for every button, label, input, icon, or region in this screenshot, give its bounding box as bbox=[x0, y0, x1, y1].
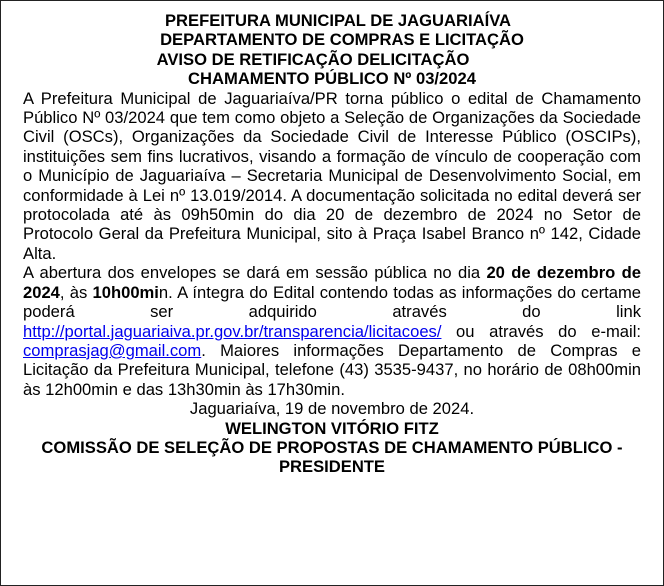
header-line-4: CHAMAMENTO PÚBLICO Nº 03/2024 bbox=[188, 69, 476, 89]
p2-date: 20 de dezembro de 2024 bbox=[23, 263, 641, 302]
p2-time: 10h00mi bbox=[92, 282, 159, 302]
signer-name: WELINGTON VITÓRIO FITZ bbox=[225, 418, 439, 438]
signer-role: COMISSÃO DE SELEÇÃO DE PROPOSTAS DE CHAMAMENTO PÚBLICO - PRESIDENTE bbox=[41, 437, 623, 477]
paragraph-1: A Prefeitura Municipal de Jaguariaíva/PR torna público o edital de Chamamento Público Nº 03/2024 que tem como objeto a Seleção de Organizações da Sociedade Civil (OSCs), Organizações da Sociedade Civil de Interesse Público (OSCIPs), instituições sem fins lucrativos, visando a formação de vínculo de cooperação com o Município de Jaguariaíva – Secretaria Municipal de Desenvolvimento Social, em conformidade à Lei nº 13.019/2014. A documentação solicitada no edital deverá ser protocolada até às 09h50min do dia 20 de dezembro de 2024 no Setor de Protocolo Geral da Prefeitura Municipal, sito à Praça Isabel Branco nº 142, Cidade Alta. bbox=[23, 88, 641, 263]
transparency-link[interactable]: http://portal.jaguariaiva.pr.gov.br/transparencia/licitacoes/ bbox=[23, 321, 442, 341]
p2-text-3: n. A íntegra do Edital contendo todas as informações do certame poderá ser adquirido através do link bbox=[23, 282, 641, 322]
email-link[interactable]: comprasjag@gmail.com bbox=[23, 340, 202, 360]
p2-text-1: A abertura dos envelopes se dará em sessão pública no dia bbox=[23, 263, 487, 283]
header-line-3: AVISO DE RETIFICAÇÃO DELICITAÇÃO bbox=[156, 49, 470, 69]
paragraph-2 bbox=[23, 263, 641, 399]
date-line: Jaguariaíva, 19 de novembro de 2024. bbox=[189, 399, 475, 419]
header-line-1: PREFEITURA MUNICIPAL DE JAGUARIAÍVA bbox=[164, 11, 512, 30]
header-line-2: DEPARTAMENTO DE COMPRAS E LICITAÇÃO bbox=[160, 30, 524, 50]
p2-text-2: , às bbox=[59, 282, 93, 302]
p2-text-5: . Maiores informações Departamento de Compras e Licitação da Prefeitura Municipal, telefone (43) 3535-9437, no horário de 08h00min às 12h00min e das 13h30min às 17h30min. bbox=[23, 340, 641, 399]
p2-text-4: ou através do e-mail: bbox=[441, 321, 641, 341]
